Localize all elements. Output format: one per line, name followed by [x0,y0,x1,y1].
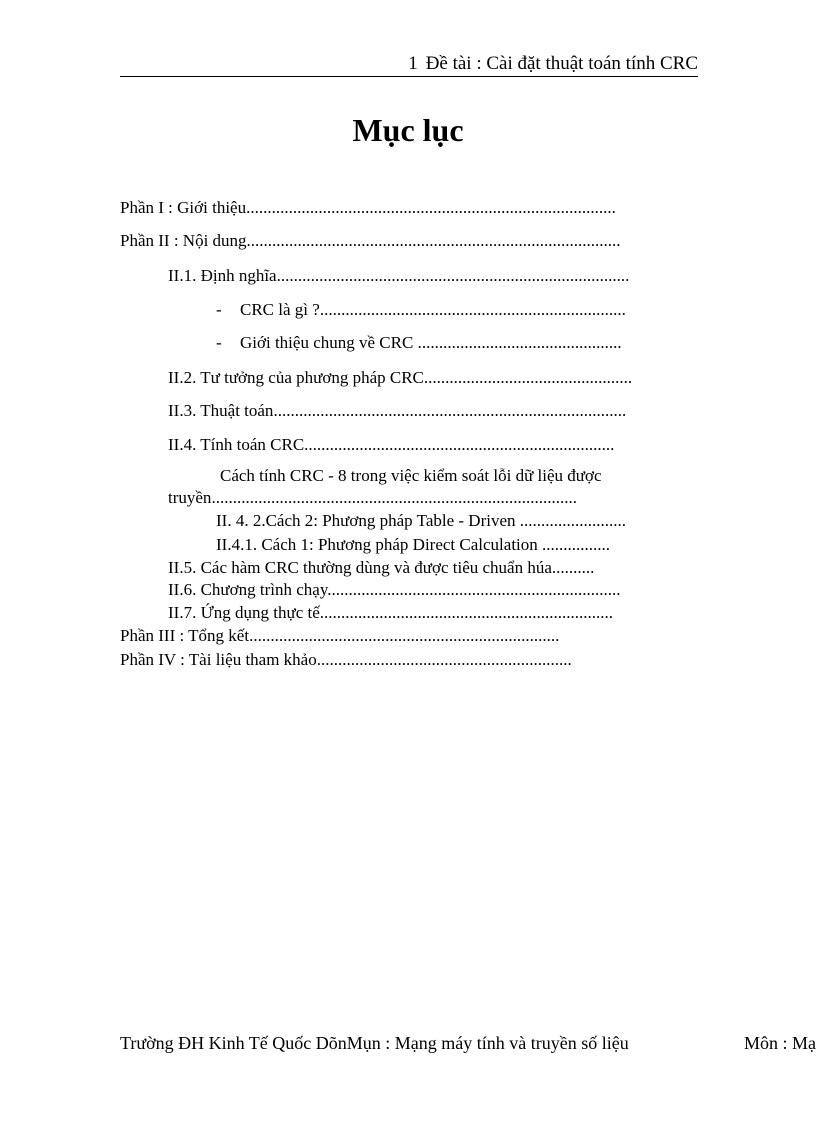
toc-entry-phan-4: Phần IV : Tài liệu tham khảo............................................................ [120,650,572,669]
toc-entry-ii-4-2: II. 4. 2.Cách 2: Phương pháp Table - Driven ......................... [216,511,627,530]
footer-left: Trường ĐH Kinh Tế Quốc DõnMụn : Mạng máy tính và truyền số liệu [120,1033,629,1053]
toc-entry-ii-5: II.5. Các hàm CRC thường dùng và được tiêu chuẩn húa.......... [168,558,595,577]
toc-entry-crc8-line2: truyền...................................................................................... [168,488,577,507]
page-title: Mục lục [352,112,464,148]
footer-right: Môn : Mạ [744,1033,816,1053]
toc-entry-ii-3: II.3. Thuật toán................................................................................... [168,401,627,420]
toc-entry-phan-1: Phần I : Giới thiệu....................................................................................... [120,198,616,217]
toc-entry-crc-la-gi: - CRC là gì ?........................................................................ [216,300,626,319]
toc-entry-ii-4-1: II.4.1. Cách 1: Phương pháp Direct Calculation ................ [216,535,611,554]
bullet-dash: - [216,333,222,352]
toc-entry-phan-2: Phần II : Nội dung........................................................................................ [120,231,621,250]
page-number: 1 [408,53,418,74]
page-header [120,53,698,75]
header-topic: Đề tài : Cài đặt thuật toán tính CRC [425,53,698,74]
toc-entry-ii-1: II.1. Định nghĩa................................................................................... [168,266,630,285]
toc-entry-ii-2: II.2. Tư tưởng của phương pháp CRC................................................. [168,368,633,387]
toc-entry-phan-3: Phần III : Tổng kết......................................................................... [120,626,560,645]
toc-entry-ii-6: II.6. Chương trình chạy..................................................................... [168,580,621,599]
bullet-dash: - [216,300,222,319]
toc-entry-ii-4: II.4. Tính toán CRC......................................................................... [168,435,615,454]
toc-entry-gioi-thieu-crc: - Giới thiệu chung về CRC ................................................ [216,333,622,352]
header-rule [120,76,698,77]
toc-entry-ii-7: II.7. Ứng dụng thực tế..................................................................... [168,603,614,622]
toc-entry-crc8-line1: Cách tính CRC - 8 trong việc kiểm soát lỗi dữ liệu được [220,466,602,485]
